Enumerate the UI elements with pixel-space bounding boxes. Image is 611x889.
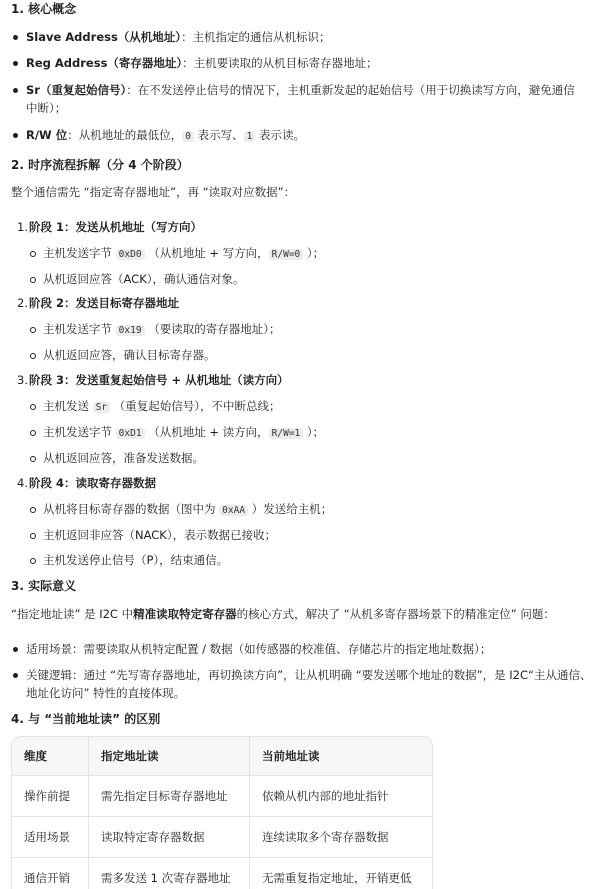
- intro-text: 的核心方式，解决了 “从机多寄存器场景下的精准定位” 问题：: [236, 607, 555, 621]
- term-label: Sr（重复起始信号）: [26, 83, 127, 97]
- circle-bullet-icon: [30, 456, 36, 462]
- term-text: ：主机指定的通信从机标识；: [181, 30, 331, 44]
- list-item: [26, 81, 575, 99]
- bullet-icon: [13, 88, 18, 93]
- section-intro: [11, 605, 555, 623]
- table-cell: 依赖从机内部的地址指针: [250, 776, 432, 817]
- list-item: 关键逻辑：通过 “先写寄存器地址，再切换读方向”，让从机明确 “要发送哪个地址的数据”，是 I2C“主从通信、: [26, 668, 592, 682]
- term-text: 表示读。: [255, 128, 306, 142]
- term-text: ：从机地址的最低位，: [67, 128, 183, 142]
- sub-item: 主机返回非应答（NACK），表示数据已接收；: [43, 528, 277, 542]
- sub-text: （从机地址 + 写方向，: [144, 246, 269, 260]
- circle-bullet-icon: [30, 353, 36, 359]
- intro-text: “指定地址读” 是 I2C 中: [11, 607, 134, 621]
- bullet-icon: [13, 133, 18, 138]
- phase-title: 阶段 1：发送从机地址（写方向）: [29, 220, 203, 234]
- inline-code: Sr: [93, 402, 110, 413]
- sub-text: （重复起始信号），不中断总线；: [110, 399, 281, 413]
- sub-text: （从机地址 + 读方向，: [144, 425, 269, 439]
- sub-item: [43, 397, 281, 417]
- table-row: [12, 817, 432, 858]
- sub-text: ）；: [303, 425, 325, 439]
- table-cell: 读取特定寄存器数据: [89, 817, 250, 858]
- circle-bullet-icon: [30, 277, 36, 283]
- sub-item: 从机返回应答（ACK），确认通信对象。: [43, 272, 245, 286]
- phase-title: 阶段 4：读取寄存器数据: [29, 476, 157, 490]
- phase-title: 阶段 3：发送重复起始信号 + 从机地址（读方向）: [29, 373, 289, 387]
- circle-bullet-icon: [30, 533, 36, 539]
- table-header-row: [12, 737, 432, 776]
- bullet-icon: [13, 61, 18, 66]
- phase-number: 3.: [17, 373, 28, 387]
- sub-item: [43, 423, 324, 443]
- term-label: Slave Address（从机地址）: [26, 30, 182, 44]
- intro-emphasis: 精准读取特定寄存器: [133, 607, 237, 621]
- list-item: [26, 126, 305, 146]
- table-cell: 需先指定目标寄存器地址: [89, 776, 250, 817]
- sub-item: [43, 500, 332, 520]
- inline-code: 0xD0: [116, 249, 145, 260]
- section-heading: 2. 时序流程拆解（分 4 个阶段）: [11, 158, 189, 172]
- circle-bullet-icon: [30, 558, 36, 564]
- phase-number: 4.: [17, 476, 28, 490]
- section-heading: 1. 核心概念: [11, 2, 77, 16]
- table-row: [12, 776, 432, 817]
- list-item: [26, 28, 331, 46]
- list-item-continued: 地址化访问” 特性的直接体现。: [26, 686, 186, 700]
- sub-text: ）发送给主机；: [248, 502, 333, 516]
- table-header-cell: 维度: [12, 737, 89, 776]
- comparison-table: [11, 736, 433, 889]
- inline-code: 1: [244, 131, 256, 142]
- section-intro: 整个通信需先 “指定寄存器地址”，再 “读取对应数据”：: [11, 185, 296, 199]
- circle-bullet-icon: [30, 430, 36, 436]
- sub-item: 从机返回应答，确认目标寄存器。: [43, 348, 216, 362]
- sub-item: [43, 244, 324, 264]
- sub-text: （要读取的寄存器地址）；: [144, 322, 281, 336]
- sub-item: 从机返回应答，准备发送数据。: [43, 451, 204, 465]
- phase-number: 1.: [17, 220, 28, 234]
- list-item: [26, 54, 378, 72]
- phase-number: 2.: [17, 296, 28, 310]
- sub-text: 主机发送: [43, 399, 93, 413]
- inline-code: R/W=0: [269, 249, 304, 260]
- section-heading: 4. 与 “当前地址读” 的区别: [11, 712, 161, 726]
- sub-text: 主机发送字节: [43, 425, 116, 439]
- circle-bullet-icon: [30, 251, 36, 257]
- term-text-continued: 中断）；: [26, 101, 67, 115]
- bullet-icon: [13, 647, 18, 652]
- sub-text: 主机发送字节: [43, 322, 116, 336]
- table-cell: 需多发送 1 次寄存器地址: [89, 858, 250, 889]
- term-label: Reg Address（寄存器地址）: [26, 56, 183, 70]
- term-text: ：在不发送停止信号的情况下，主机重新发起的起始信号（用于切换读写方向，避免通信: [126, 83, 575, 97]
- circle-bullet-icon: [30, 507, 36, 513]
- sub-text: 主机发送字节: [43, 246, 116, 260]
- term-text: ：主机要读取的从机目标寄存器地址；: [182, 56, 378, 70]
- sub-item: 主机发送停止信号（P），结束通信。: [43, 553, 229, 567]
- table-cell: 适用场景: [12, 817, 89, 858]
- bullet-icon: [13, 673, 18, 678]
- inline-code: 0x19: [116, 325, 145, 336]
- table-cell: 无需重复指定地址，开销更低: [250, 858, 432, 889]
- circle-bullet-icon: [30, 327, 36, 333]
- inline-code: 0xD1: [116, 428, 145, 439]
- inline-code: R/W=1: [269, 428, 304, 439]
- section-heading: 3. 实际意义: [11, 579, 77, 593]
- term-label: R/W 位: [26, 128, 68, 142]
- bullet-icon: [13, 35, 18, 40]
- inline-code: 0xAA: [219, 505, 248, 516]
- term-text: 表示写、: [193, 128, 244, 142]
- phase-title: 阶段 2：发送目标寄存器地址: [29, 296, 180, 310]
- sub-text: 从机将目标寄存器的数据（图中为: [43, 502, 220, 516]
- circle-bullet-icon: [30, 404, 36, 410]
- table-cell: 通信开销: [12, 858, 89, 889]
- list-item: 适用场景：需要读取从机特定配置 / 数据（如传感器的校准值、存储芯片的指定地址数据）；: [26, 642, 492, 656]
- sub-item: [43, 320, 280, 340]
- table-cell: 连续读取多个寄存器数据: [250, 817, 432, 858]
- table-row: [12, 858, 432, 889]
- table-header-cell: 当前地址读: [250, 737, 432, 776]
- table-header-cell: 指定地址读: [89, 737, 250, 776]
- table-cell: 操作前提: [12, 776, 89, 817]
- sub-text: ）；: [303, 246, 325, 260]
- inline-code: 0: [182, 131, 194, 142]
